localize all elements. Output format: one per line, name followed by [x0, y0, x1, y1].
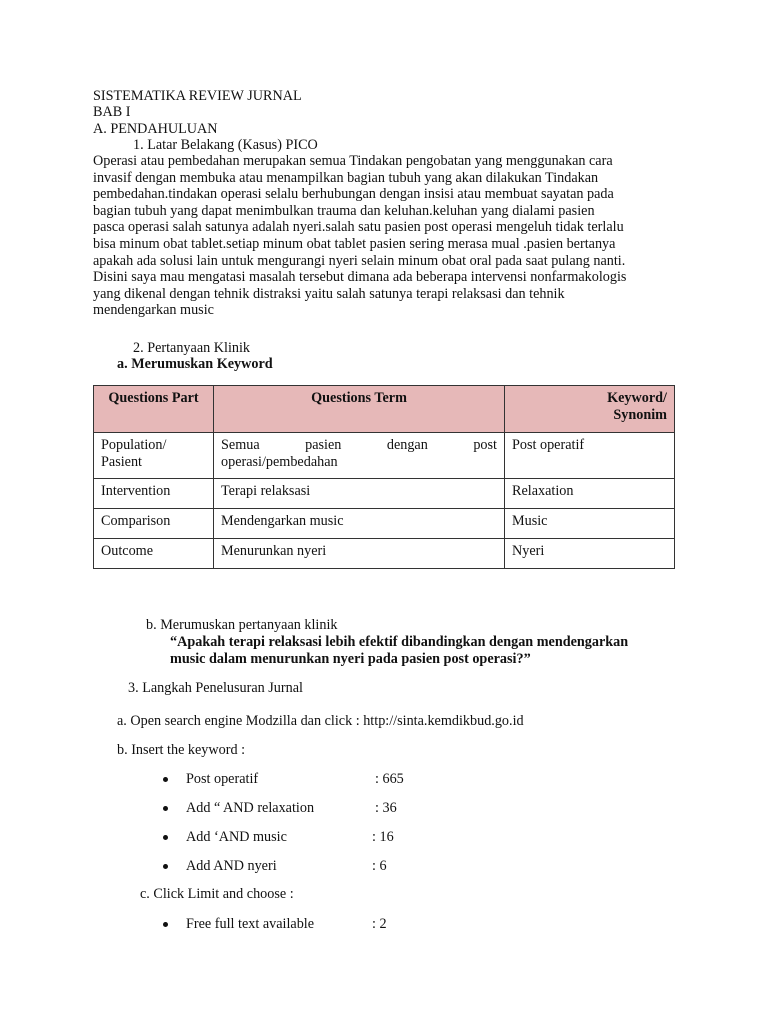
search-step: a. Open search engine Modzilla dan click : http://sinta.kemdikbud.go.id: [117, 713, 524, 729]
background-paragraph: [93, 153, 683, 319]
table-cell: [214, 433, 505, 479]
table-header-cell: Questions Term: [214, 386, 505, 433]
subsection-heading: 1. Latar Belakang (Kasus) PICO: [133, 137, 318, 153]
search-step: c. Click Limit and choose :: [140, 886, 294, 902]
table-row: [94, 539, 675, 569]
bullet-icon: [163, 777, 168, 782]
table-cell: Outcome: [94, 539, 214, 569]
keyword-label: Post operatif: [186, 771, 259, 787]
keyword-count: : 36: [375, 800, 397, 816]
table-row: [94, 509, 675, 539]
table-cell: Music: [505, 509, 675, 539]
keyword-count: : 16: [372, 829, 394, 845]
bullet-icon: [163, 864, 168, 869]
table-header-row: [94, 386, 675, 433]
cell-line: operasi/pembedahan: [221, 453, 338, 470]
table-cell: Nyeri: [505, 539, 675, 569]
table-cell: Mendengarkan music: [214, 509, 505, 539]
subsection-heading: 2. Pertanyaan Klinik: [133, 340, 251, 356]
pico-table: [93, 385, 675, 569]
paragraph-line: pasca operasi salah satunya adalah nyeri.salah satu pasien post operasi mengeluh tidak terlalu: [93, 219, 624, 236]
paragraph-line: bagian tubuh yang dapat menimbulkan trauma dan keluhan.keluhan yang dialami pasien: [93, 202, 595, 219]
paragraph-line: mendengarkan music: [93, 302, 214, 319]
header-line: Keyword/: [607, 390, 667, 406]
section-heading: A. PENDAHULUAN: [93, 121, 218, 137]
keyword-heading: a. Merumuskan Keyword: [117, 356, 273, 372]
table-cell: Intervention: [94, 479, 214, 509]
subsection-heading: 3. Langkah Penelusuran Jurnal: [128, 680, 303, 696]
clinical-question-heading: b. Merumuskan pertanyaan klinik: [146, 617, 338, 633]
keyword-count: : 665: [375, 771, 404, 787]
paragraph-line: bisa minum obat tablet.setiap minum obat tablet pasien sering merasa mual .pasien bertanya: [93, 235, 616, 252]
keyword-label: Add AND nyeri: [186, 858, 277, 874]
table-header-cell: Questions Part: [94, 386, 214, 433]
bullet-icon: [163, 922, 168, 927]
paragraph-line: pembedahan.tindakan operasi selalu berhubungan dengan insisi atau membuat sayatan pada: [93, 186, 614, 203]
cell-word: Semua: [221, 437, 260, 453]
cell-line: [221, 437, 497, 454]
limit-count: : 2: [372, 916, 387, 932]
paragraph-line: Disini saya mau mengatasi masalah tersebut dimana ada beberapa intervensi nonfarmakologis: [93, 269, 627, 286]
table-cell: Relaxation: [505, 479, 675, 509]
table-header-cell: [505, 386, 675, 433]
table-cell: Comparison: [94, 509, 214, 539]
cell-line: Pasient: [101, 453, 142, 470]
table-cell: Terapi relaksasi: [214, 479, 505, 509]
paragraph-line: yang dikenal dengan tehnik distraksi yaitu salah satunya terapi relaksasi dan tehnik: [93, 285, 565, 302]
chapter-label: BAB I: [93, 104, 131, 120]
cell-word: dengan: [386, 437, 428, 453]
keyword-label: Add “ AND relaxation: [186, 800, 315, 816]
cell-line: Population/: [101, 437, 167, 453]
bullet-icon: [163, 806, 168, 811]
clinical-question-line: “Apakah terapi relaksasi lebih efektif dibandingkan dengan mendengarkan: [170, 634, 629, 650]
table-row: [94, 433, 675, 479]
cell-word: post: [473, 437, 497, 453]
clinical-question-line: music dalam menurunkan nyeri pada pasien post operasi?”: [170, 651, 531, 667]
cell-word: pasien: [305, 437, 342, 453]
paragraph-line: Operasi atau pembedahan merupakan semua Tindakan pengobatan yang menggunakan cara: [93, 153, 613, 169]
bullet-icon: [163, 835, 168, 840]
table-cell: [94, 433, 214, 479]
table-cell: Post operatif: [505, 433, 675, 479]
table-cell: Menurunkan nyeri: [214, 539, 505, 569]
keyword-count: : 6: [372, 858, 387, 874]
keyword-label: Add ‘AND music: [186, 829, 287, 845]
doc-title: SISTEMATIKA REVIEW JURNAL: [93, 88, 302, 104]
table-row: [94, 479, 675, 509]
header-line: Synonim: [613, 406, 667, 423]
paragraph-line: apakah ada solusi lain untuk mengurangi nyeri selain minum obat oral pada saat pulang nanti.: [93, 252, 626, 269]
paragraph-line: invasif dengan membuka atau menampilkan bagian tubuh yang akan dilakukan Tindakan: [93, 169, 599, 186]
limit-label: Free full text available: [186, 916, 315, 932]
search-step: b. Insert the keyword :: [117, 742, 246, 758]
